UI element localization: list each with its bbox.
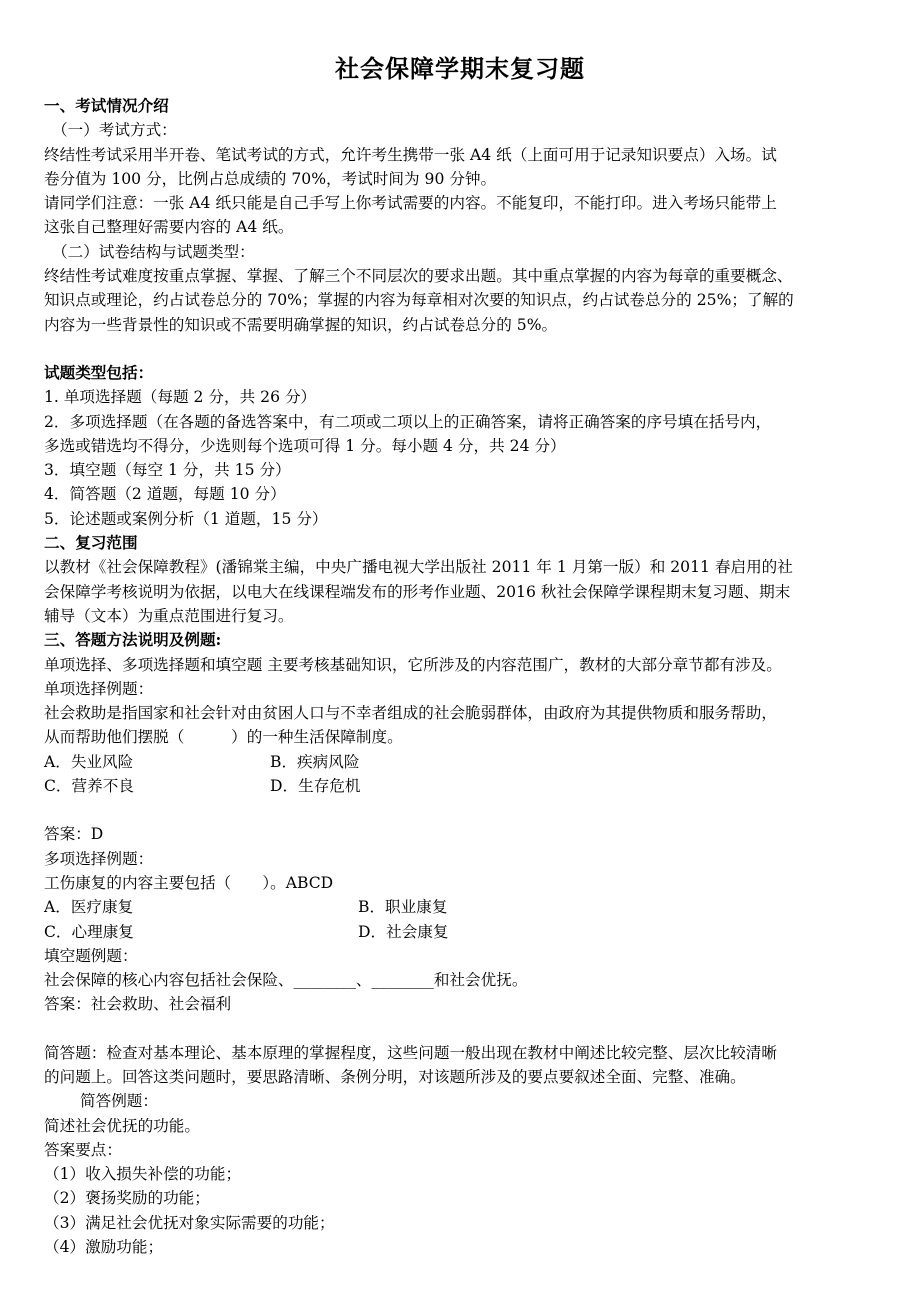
- option-b: B．职业康复: [358, 898, 448, 917]
- spacer: [44, 1017, 876, 1041]
- subheading-paper-structure: （二）试卷结构与试题类型：: [52, 242, 255, 261]
- paragraph-line: 内容为一些背景性的知识或不需要明确掌握的知识，约占试卷总分的 5%。: [44, 315, 558, 334]
- question-types-heading: 试题类型包括：: [44, 362, 154, 382]
- option-b: B．疾病风险: [270, 752, 360, 771]
- paragraph-line: 的问题上。回答这类问题时，要思路清晰、条例分明，对该题所涉及的要点要叙述全面、完整、准确。: [44, 1067, 746, 1086]
- answer-point: （4）激励功能；: [44, 1238, 164, 1257]
- paragraph-line: 卷分值为 100 分，比例占总成绩的 70%，考试时间为 90 分钟。: [44, 169, 497, 188]
- fill-blank-question: 社会保障的核心内容包括社会保险、________、________和社会优抚。: [44, 971, 528, 990]
- option-d: D．社会康复: [358, 922, 449, 941]
- answer-point: （2）褒扬奖励的功能；: [44, 1189, 210, 1208]
- paragraph-line: 简答题：检查对基本理论、基本原理的掌握程度，这些问题一般出现在教材中阐述比较完整、层次比较清晰: [44, 1043, 777, 1062]
- section-heading-exam-intro: 一、考试情况介绍: [44, 96, 169, 115]
- question-type-item: 5．论述题或案例分析（1 道题，15 分）: [44, 509, 328, 528]
- answer-points-heading: 答案要点：: [44, 1140, 122, 1159]
- single-choice-question: 社会救助是指国家和社会针对由贫困人口与不幸者组成的社会脆弱群体，由政府为其提供物质和服务帮助，: [44, 704, 777, 723]
- answer-point: （1）收入损失补偿的功能；: [44, 1165, 242, 1184]
- fill-blank-heading: 填空题例题：: [44, 946, 138, 965]
- spacer: [44, 337, 876, 361]
- short-answer-heading: 简答例题：: [80, 1092, 158, 1111]
- spacer: [44, 798, 876, 822]
- question-type-item: 4．简答题（2 道题，每题 10 分）: [44, 485, 286, 504]
- single-choice-answer: 答案：D: [44, 825, 104, 844]
- question-type-item: 1. 单项选择题（每题 2 分，共 26 分）: [44, 388, 317, 407]
- short-answer-question: 简述社会优抚的功能。: [44, 1116, 200, 1135]
- fill-blank-answer: 答案：社会救助、社会福利: [44, 995, 232, 1014]
- options-row: [44, 920, 876, 944]
- single-choice-question: 从而帮助他们摆脱（ ）的一种生活保障制度。: [44, 728, 403, 747]
- multi-choice-heading: 多项选择例题：: [44, 849, 154, 868]
- paragraph-line: 以教材《社会保障教程》(潘锦棠主编，中央广播电视大学出版社 2011 年 1 月第一版）和 2011 春启用的社: [44, 558, 793, 577]
- option-a: A．失业风险: [44, 752, 134, 771]
- options-row: [44, 895, 876, 919]
- paragraph-line: 会保障学考核说明为依据，以电大在线课程端发布的形考作业题、2016 秋社会保障学课程期末复习题、期末: [44, 582, 791, 601]
- option-d: D．生存危机: [270, 777, 361, 796]
- multi-choice-question: 工伤康复的内容主要包括（ ）。ABCD: [44, 873, 334, 892]
- option-c: C．营养不良: [44, 777, 134, 796]
- question-type-item: 2．多项选择题（在各题的备选答案中，有二项或二项以上的正确答案，请将正确答案的序号填在括号内，: [44, 412, 772, 431]
- paragraph-line: 请同学们注意：一张 A4 纸只能是自己手写上你考试需要的内容。不能复印，不能打印。进入考场只能带上: [44, 194, 777, 213]
- paragraph-line: 这张自己整理好需要内容的 A4 纸。: [44, 218, 294, 237]
- section-heading-answer-methods: 三、答题方法说明及例题:: [44, 630, 222, 650]
- paragraph-line: 单项选择、多项选择题和填空题 主要考核基础知识，它所涉及的内容范围广，教材的大部分章节都有涉及。: [44, 655, 782, 674]
- question-type-item: 3．填空题（每空 1 分，共 15 分）: [44, 461, 291, 480]
- subheading-exam-method: （一）考试方式：: [52, 121, 177, 140]
- options-row: [44, 774, 876, 798]
- paragraph-line: 知识点或理论，约占试卷总分的 70%；掌握的内容为每章相对次要的知识点，约占试卷总分的 25%；了解的: [44, 291, 794, 310]
- option-c: C．心理康复: [44, 922, 134, 941]
- answer-point: （3）满足社会优抚对象实际需要的功能；: [44, 1213, 335, 1232]
- single-choice-heading: 单项选择例题：: [44, 679, 154, 698]
- page-title: 社会保障学期末复习题: [335, 54, 585, 83]
- paragraph-line: 终结性考试采用半开卷、笔试考试的方式，允许考生携带一张 A4 纸（上面可用于记录知识要点）入场。试: [44, 145, 777, 164]
- paragraph-line: 终结性考试难度按重点掌握、掌握、了解三个不同层次的要求出题。其中重点掌握的内容为每章的重要概念、: [44, 267, 793, 286]
- paragraph-line: 辅导（文本）为重点范围进行复习。: [44, 606, 294, 625]
- question-type-item: 多选或错选均不得分，少选则每个选项可得 1 分。每小题 4 分，共 24 分）: [44, 436, 566, 455]
- options-row: [44, 750, 876, 774]
- option-a: A．医疗康复: [44, 898, 134, 917]
- section-heading-review-scope: 二、复习范围: [44, 533, 138, 553]
